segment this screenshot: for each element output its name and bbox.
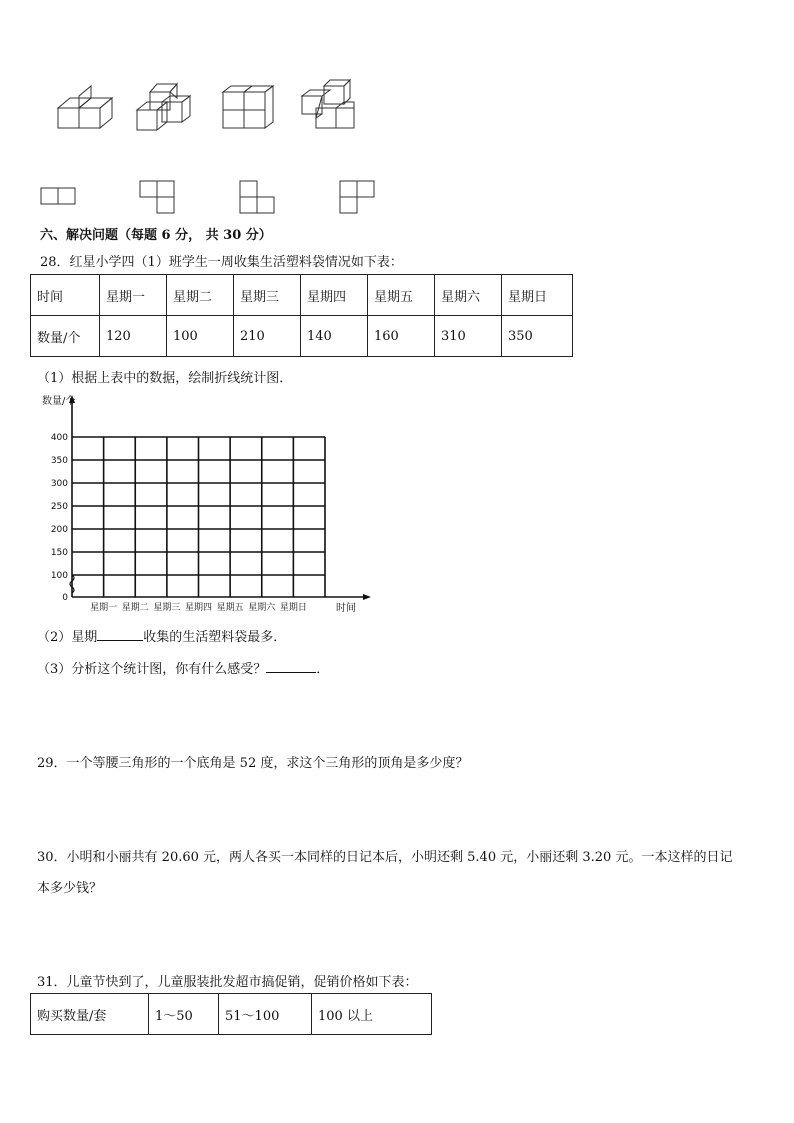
q30-text-line2: 本多少钱？ (37, 881, 103, 896)
table-cell: 51～100 (219, 994, 312, 1035)
x-tick-label: 星期五 (216, 603, 244, 613)
table-cell: 350 (502, 316, 573, 357)
chart-y-axis-label: 数量/个 (42, 396, 76, 407)
q28-stem: 28．红星小学四（1）班学生一周收集生活塑料袋情况如下表： (40, 255, 403, 270)
chart-y-tick-labels (51, 433, 68, 603)
view-figure-c (240, 181, 274, 213)
table-cell: 星期日 (502, 275, 573, 316)
q28-part2 (37, 626, 286, 645)
q28-part1: （1）根据上表中的数据，绘制折线统计图． (37, 371, 293, 386)
answer-blank[interactable] (97, 626, 143, 641)
cube-figure-3 (223, 86, 273, 128)
x-tick-label: 星期六 (248, 603, 276, 613)
y-tick-label: 350 (50, 456, 68, 466)
x-axis-arrow (363, 594, 371, 600)
x-tick-label: 星期一 (90, 603, 118, 613)
y-tick-label: 300 (50, 479, 68, 489)
table-cell: 星期一 (100, 275, 167, 316)
answer-blank[interactable] (266, 658, 316, 673)
line-chart-grid (36, 392, 376, 620)
table-cell: 140 (301, 316, 368, 357)
q28-part3 (37, 658, 329, 677)
x-tick-label: 星期日 (279, 603, 307, 613)
table-cell: 120 (100, 316, 167, 357)
x-tick-label: 星期二 (121, 603, 149, 613)
view-figures-row (38, 178, 383, 218)
cube-figure-4 (302, 80, 354, 128)
q28-part2-suffix: 收集的生活塑料袋最多． (143, 630, 287, 645)
y-tick-label: 250 (50, 502, 68, 512)
section-title: 六、解决问题（每题 6 分， 共 30 分） (40, 228, 272, 243)
q29-text: 29．一个等腰三角形的一个底角是 52 度，求这个三角形的顶角是多少度？ (37, 756, 469, 771)
q28-part3-prefix: （3）分析这个统计图，你有什么感受？ (37, 662, 267, 677)
cube-figures-row (40, 72, 370, 134)
table-row (31, 994, 432, 1035)
q31-stem: 31．儿童节快到了，儿童服装批发超市搞促销，促销价格如下表： (37, 975, 418, 990)
y-tick-label: 400 (50, 433, 68, 443)
table-cell: 星期六 (435, 275, 502, 316)
table-cell: 310 (435, 316, 502, 357)
table-cell: 数量/个 (31, 316, 100, 357)
y-tick-label: 100 (50, 571, 68, 581)
y-tick-label: 150 (50, 548, 68, 558)
table-row (31, 316, 573, 357)
table-cell: 100 以上 (312, 994, 432, 1035)
q31-price-table (30, 993, 432, 1035)
chart-x-tick-labels (90, 601, 307, 613)
x-tick-label: 星期四 (184, 603, 213, 613)
cube-figure-2 (137, 84, 190, 130)
view-figure-d (340, 181, 374, 213)
table-cell: 160 (368, 316, 435, 357)
table-cell: 星期二 (167, 275, 234, 316)
table-row (31, 275, 573, 316)
view-figure-b (140, 181, 174, 213)
table-cell: 1～50 (149, 994, 219, 1035)
table-cell: 时间 (31, 275, 100, 316)
table-cell: 210 (234, 316, 301, 357)
x-tick-label: 星期三 (153, 603, 181, 613)
view-figure-a (41, 188, 75, 204)
y-tick-label: 0 (62, 593, 68, 603)
table-cell: 星期四 (301, 275, 368, 316)
chart-gridlines (72, 437, 325, 597)
q28-part3-suffix: ． (316, 662, 330, 677)
q28-part2-prefix: （2）星期 (37, 630, 98, 645)
table-cell: 星期三 (234, 275, 301, 316)
table-cell: 100 (167, 316, 234, 357)
table-cell: 星期五 (368, 275, 435, 316)
q28-data-table (30, 274, 573, 357)
cube-figure-1 (58, 86, 112, 128)
chart-x-axis-label: 时间 (336, 603, 356, 614)
y-tick-label: 200 (50, 525, 68, 535)
q30-text-line1: 30．小明和小丽共有 20.60 元，两人各买一本同样的日记本后，小明还剩 5.40 元，小丽还剩 3.20 元。一本这样的日记 (37, 850, 733, 865)
table-cell: 购买数量/套 (31, 994, 149, 1035)
